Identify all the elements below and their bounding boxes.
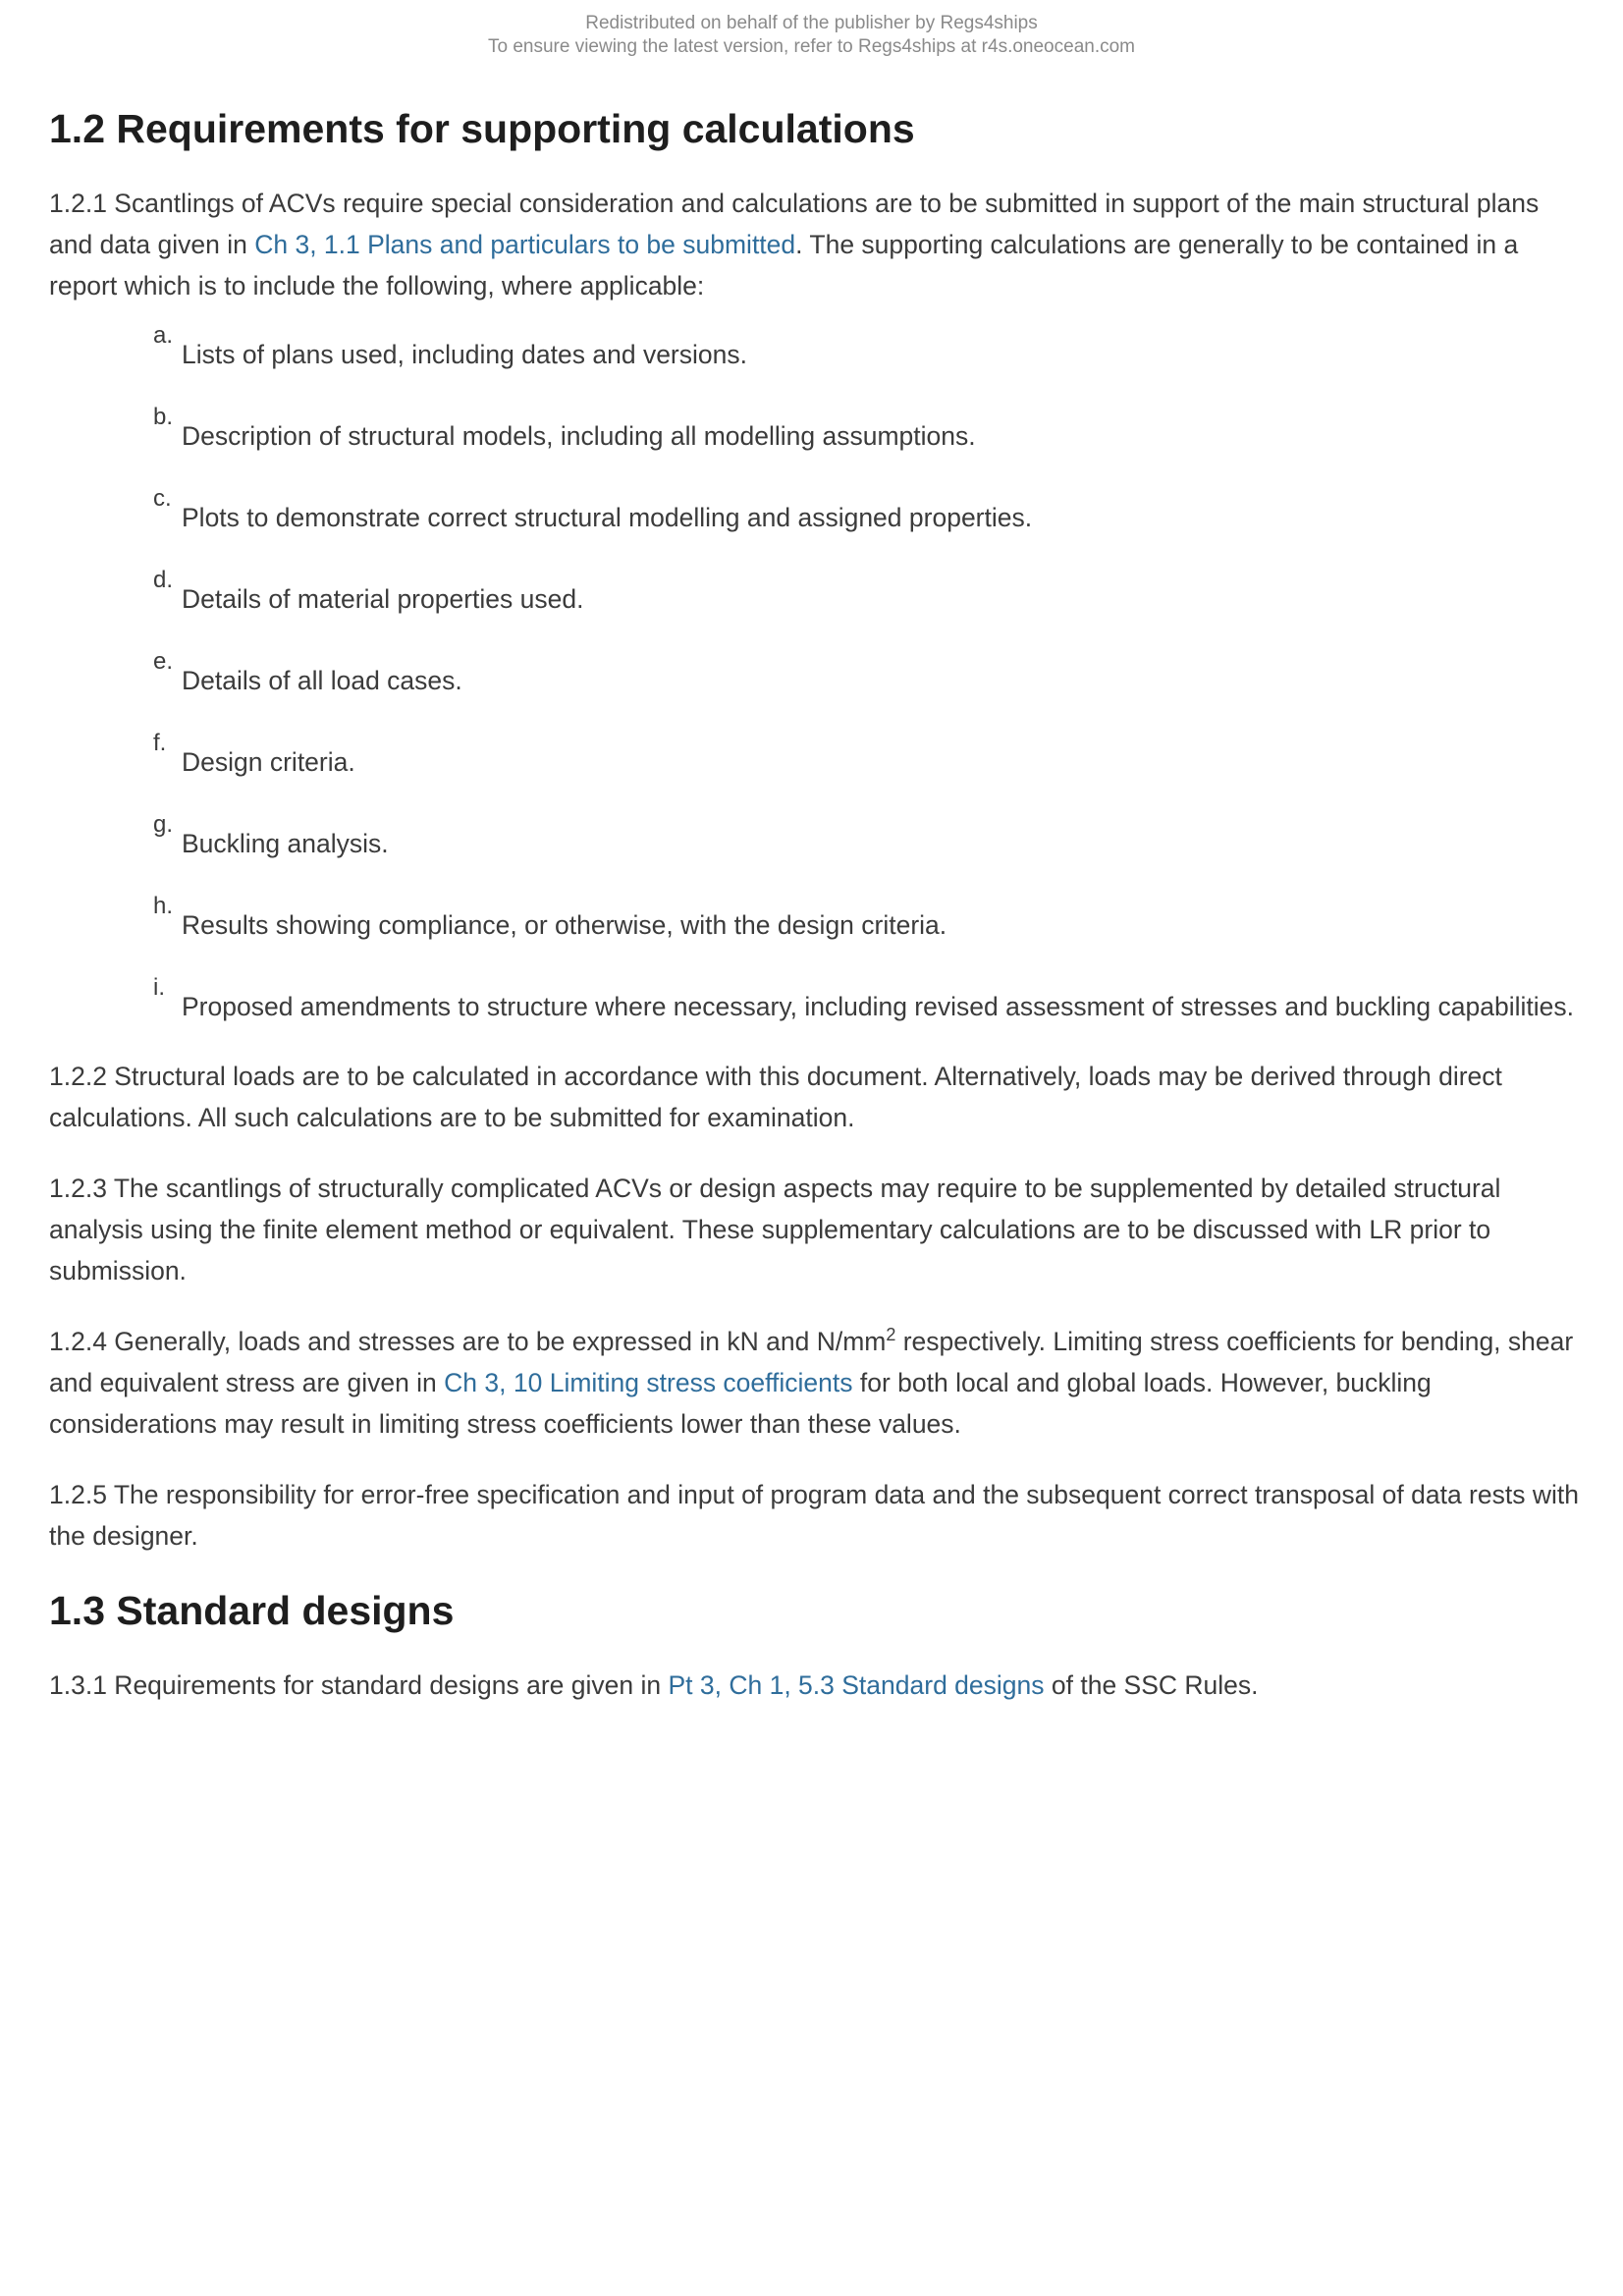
superscript-exponent: 2 [886, 1325, 896, 1344]
banner-line-1: Redistributed on behalf of the publisher by Regs4ships [585, 13, 1038, 33]
paragraph-1-2-3: 1.2.3 The scantlings of structurally complicated ACVs or design aspects may require to be supplemented by detailed structural analysis using the finite element method or equivalent. These supplementary calculations are to be discussed with LR prior to submission. [49, 1174, 1501, 1285]
list-item-text: Buckling analysis. [182, 829, 389, 858]
paragraph-1-2-2: 1.2.2 Structural loads are to be calculated in accordance with this document. Alternatively, loads may be derived through direct calculations. All such calculations are to be submitted for examination. [49, 1062, 1502, 1132]
paragraph-1-3-1-text-b: of the SSC Rules. [1044, 1670, 1259, 1700]
paragraph-1-2-1-text-b: . The supporting calculations are generally to be contained in a report which is to include the following, where applicable: [49, 230, 1519, 301]
list-item-text: Design criteria. [182, 747, 355, 777]
paragraph-1-3-1 [49, 1665, 1581, 1706]
list-marker: h. [153, 893, 174, 919]
paragraph-1-2-4-text-a: 1.2.4 Generally, loads and stresses are to be expressed in kN and N/mm [49, 1327, 887, 1356]
list-marker: c. [153, 485, 172, 512]
list-item [133, 485, 1581, 538]
list-marker: a. [153, 322, 174, 349]
list-item [133, 567, 1581, 620]
list-marker: b. [153, 404, 174, 430]
link-ch3-10-limiting-stress[interactable]: Ch 3, 10 Limiting stress coefficients [444, 1368, 853, 1397]
list-item [133, 404, 1581, 457]
redistribution-banner [0, 12, 1623, 59]
list-marker: d. [153, 567, 174, 593]
list-item-text: Lists of plans used, including dates and versions. [182, 340, 747, 369]
list-marker: i. [153, 974, 165, 1001]
list-marker: f. [153, 730, 167, 756]
list-item-text: Results showing compliance, or otherwise, with the design criteria. [182, 910, 947, 940]
list-item-text: Details of all load cases. [182, 666, 462, 695]
paragraph-1-3-1-text-a: 1.3.1 Requirements for standard designs are given in [49, 1670, 669, 1700]
link-pt3-ch1-5-3-standard-designs[interactable]: Pt 3, Ch 1, 5.3 Standard designs [668, 1670, 1045, 1700]
list-item-text: Details of material properties used. [182, 584, 584, 614]
paragraph-1-2-4-text-b: respectively. Limiting stress coefficients for bending, shear and equivalent stress are given in [49, 1327, 1574, 1397]
list-item [133, 811, 1581, 864]
paragraph-1-2-5: 1.2.5 The responsibility for error-free specification and input of program data and the subsequent correct transposal of data rests with the designer. [49, 1480, 1579, 1551]
paragraph-1-2-4-text-c: for both local and global loads. However, buckling considerations may result in limiting stress coefficients lower than these values. [49, 1368, 1432, 1439]
paragraph-1-2-1 [49, 183, 1581, 306]
list-item [133, 974, 1581, 1027]
supporting-calculations-list [49, 322, 1581, 1027]
list-item-text: Description of structural models, including all modelling assumptions. [182, 421, 976, 451]
list-item [133, 893, 1581, 946]
list-item [133, 648, 1581, 701]
list-item [133, 322, 1581, 375]
list-marker: g. [153, 811, 174, 838]
list-marker: e. [153, 648, 174, 675]
list-item [133, 730, 1581, 783]
section-heading-1-3: 1.3 Standard designs [49, 1588, 455, 1633]
list-item-text: Proposed amendments to structure where necessary, including revised assessment of stresses and buckling capabilities. [182, 992, 1574, 1021]
list-item-text: Plots to demonstrate correct structural modelling and assigned properties. [182, 503, 1033, 532]
section-heading-1-2: 1.2 Requirements for supporting calculations [49, 106, 915, 151]
banner-line-2: To ensure viewing the latest version, refer to Regs4ships at r4s.oneocean.com [487, 36, 1136, 57]
link-ch3-1-1-plans[interactable]: Ch 3, 1.1 Plans and particulars to be submitted [254, 230, 796, 259]
document-content [49, 98, 1581, 1735]
paragraph-1-2-4 [49, 1321, 1581, 1445]
paragraph-1-2-1-text-a: 1.2.1 Scantlings of ACVs require special consideration and calculations are to be submitted in support of the main structural plans and data given in [49, 189, 1540, 259]
